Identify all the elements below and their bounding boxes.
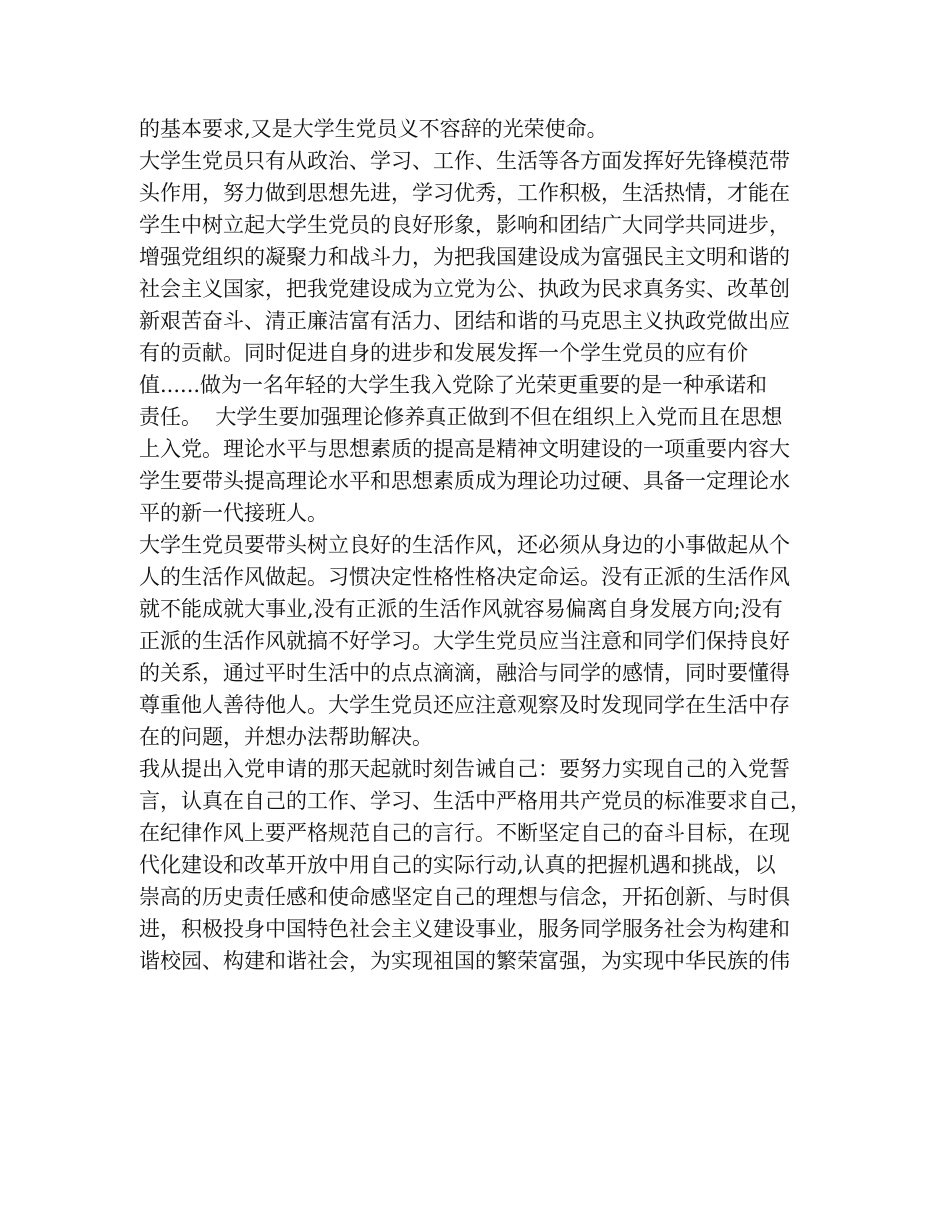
text-line: 头作用，努力做到思想先进，学习优秀，工作积极，生活热情，才能在 <box>139 181 790 205</box>
text-line: 学生要带头提高理论水平和思想素质成为理论功过硬、具备一定理论水 <box>139 469 790 493</box>
text-line: 进，积极投身中国特色社会主义建设事业，服务同学服务社会为构建和 <box>139 917 790 941</box>
text-line: 有的贡献。同时促进自身的进步和发展发挥一个学生党员的应有价 <box>139 341 748 365</box>
text-line: 上入党。理论水平与思想素质的提高是精神文明建设的一项重要内容大 <box>139 437 790 461</box>
text-line: 尊重他人善待他人。大学生党员还应注意观察及时发现同学在生活中存 <box>139 693 790 717</box>
text-line: 值......做为一名年轻的大学生我入党除了光荣更重要的是一种承诺和 <box>139 373 768 397</box>
text-line: 责任。 大学生要加强理论修养真正做到不但在组织上入党而且在思想 <box>139 405 783 429</box>
text-line: 新艰苦奋斗、清正廉洁富有活力、团结和谐的马克思主义执政党做出应 <box>139 309 790 333</box>
text-line: 代化建设和改革开放中用自己的实际行动,认真的把握机遇和挑战，以 <box>139 853 776 877</box>
body-text <box>139 113 829 977</box>
text-line: 大学生党员要带头树立良好的生活作风，还必须从身边的小事做起从个 <box>139 533 790 557</box>
text-line: 谐校园、构建和谐社会，为实现祖国的繁荣富强，为实现中华民族的伟 <box>139 949 790 973</box>
text-line: 增强党组织的凝聚力和战斗力，为把我国建设成为富强民主文明和谐的 <box>139 245 790 269</box>
text-line: 学生中树立起大学生党员的良好形象，影响和团结广大同学共同进步， <box>139 213 790 237</box>
text-line: 社会主义国家，把我党建设成为立党为公、执政为民求真务实、改革创 <box>139 277 790 301</box>
text-line: 大学生党员只有从政治、学习、工作、生活等各方面发挥好先锋模范带 <box>139 149 790 173</box>
text-line: 在的问题，并想办法帮助解决。 <box>139 725 433 749</box>
text-line: 的关系，通过平时生活中的点点滴滴，融洽与同学的感情，同时要懂得 <box>139 661 790 685</box>
text-line: 崇高的历史责任感和使命感坚定自己的理想与信念，开拓创新、与时俱 <box>139 885 790 909</box>
text-line: 我从提出入党申请的那天起就时刻告诫自己：要努力实现自己的入党誓 <box>139 757 790 781</box>
text-line: 言，认真在自己的工作、学习、生活中严格用共产党员的标准要求自己， <box>139 789 811 813</box>
text-line: 在纪律作风上要严格规范自己的言行。不断坚定自己的奋斗目标，在现 <box>139 821 790 845</box>
text-line: 的基本要求,又是大学生党员义不容辞的光荣使命。 <box>139 117 608 141</box>
text-line: 人的生活作风做起。习惯决定性格性格决定命运。没有正派的生活作风 <box>139 565 790 589</box>
text-line: 平的新一代接班人。 <box>139 501 328 525</box>
text-line: 正派的生活作风就搞不好学习。大学生党员应当注意和同学们保持良好 <box>139 629 790 653</box>
text-line: 就不能成就大事业,没有正派的生活作风就容易偏离自身发展方向;没有 <box>139 597 783 621</box>
